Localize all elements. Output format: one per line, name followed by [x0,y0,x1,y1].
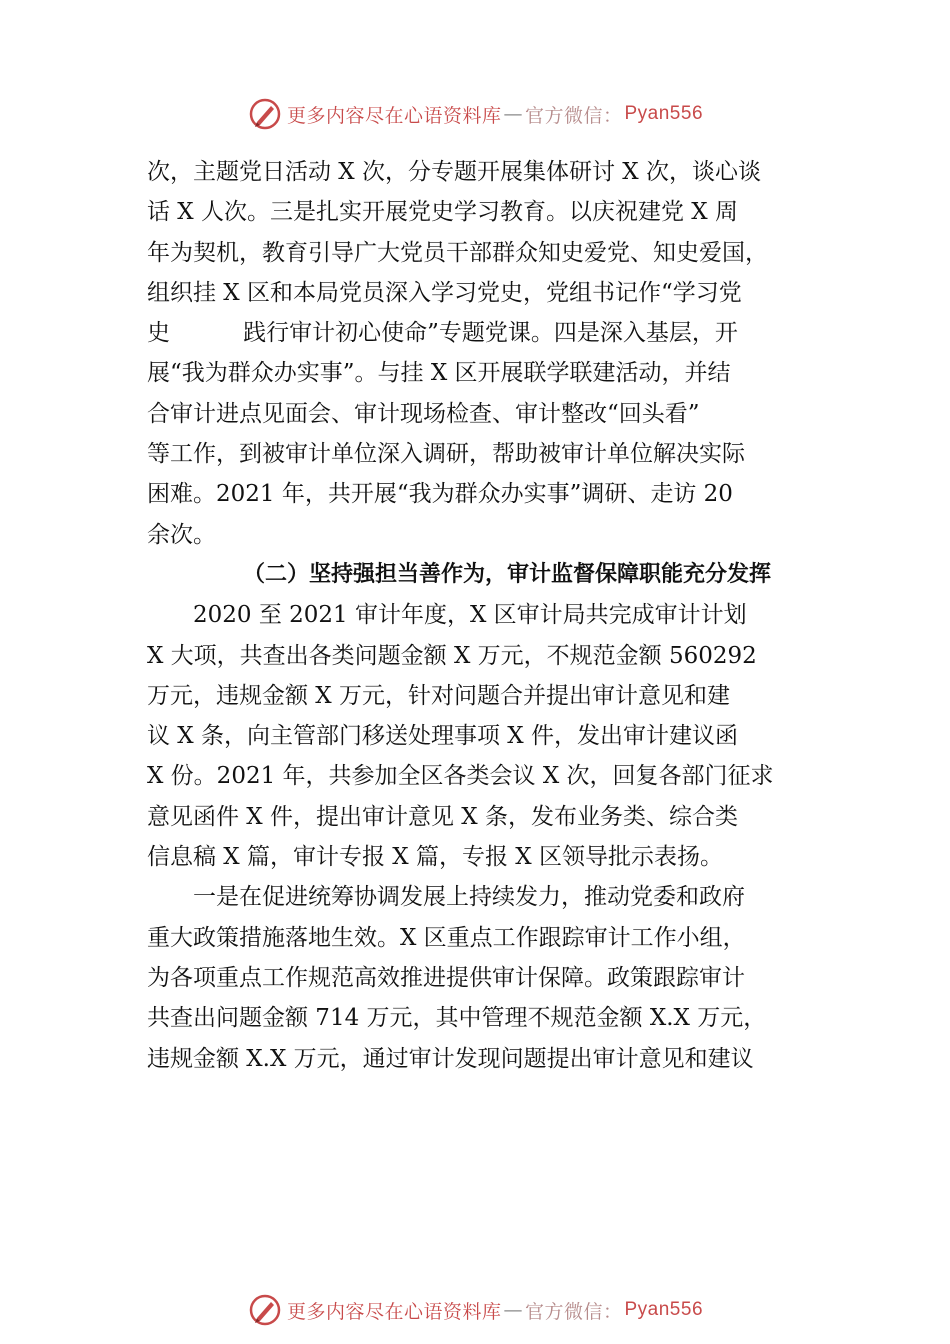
text-line: 组织挂 X 区和本局党员深入学习党史，党组书记作“学习党 [147,279,742,306]
text-line: 违规金额 X.X 万元，通过审计发现问题提出审计意见和建议 [147,1045,754,1072]
text-line: 余次。 [147,521,216,548]
text-line: 共查出问题金额 714 万元，其中管理不规范金额 X.X 万元， [147,1005,767,1032]
text-line: 重大政策措施落地生效。X 区重点工作跟踪审计工作小组， [147,924,746,951]
text-line: 意见函件 X 件，提出审计意见 X 条，发布业务类、综合类 [147,803,738,830]
text-line: 话 X 人次。三是扎实开展党史学习教育。以庆祝建党 X 周 [147,199,738,226]
text-line: X 份。2021 年，共参加全区各类会议 X 次，回复各部门征求 [147,763,774,790]
text-line: 2020 至 2021 审计年度，X 区审计局共完成审计计划 [193,602,747,629]
banner-text [287,1297,703,1324]
text-line: 次，主题党日活动 X 次，分专题开展集体研讨 X 次，谈心谈 [147,159,761,185]
banner-wechat-id: Pyan556 [624,103,704,124]
pen-logo-icon [247,1292,283,1328]
text-line: 万元，违规金额 X 万元，针对问题合并提出审计意见和建 [147,682,730,709]
banner-site-name: 更多内容尽在心语资料库 [286,1300,502,1323]
header-banner [0,94,950,134]
banner-separator: — [503,103,523,125]
text-line: 史 践行审计初心使命”专题党课。四是深入基层，开 [147,320,738,347]
banner-label: 官方微信： [524,1300,623,1323]
text-line: 议 X 条，向主管部门移送处理事项 X 件，发出审计建议函 [147,723,738,750]
section-heading: （二）坚持强担当善作为，审计监督保障职能充分发挥 [242,561,771,587]
text-line: 年为契机，教育引导广大党员干部群众知史爱党、知史爱国， [147,239,768,266]
text-line: 困难。2021 年，共开展“我为群众办实事”调研、走访 20 [147,481,733,508]
banner-label: 官方微信： [524,104,623,127]
text-line: 一是在促进统筹协调发展上持续发力，推动党委和政府 [193,884,745,911]
pen-logo-icon [247,96,283,132]
text-line: 为各项重点工作规范高效推进提供审计保障。政策跟踪审计 [147,964,745,991]
text-line: 合审计进点见面会、审计现场检查、审计整改“回头看” [147,400,700,427]
text-line: 信息稿 X 篇，审计专报 X 篇，专报 X 区领导批示表扬。 [147,844,723,871]
text-line: 等工作，到被审计单位深入调研，帮助被审计单位解决实际 [147,441,745,468]
text-line: X 大项，共查出各类问题金额 X 万元，不规范金额 560292 [147,642,757,669]
text-line: 展“我为群众办实事”。与挂 X 区开展联学联建活动，并结 [147,360,731,387]
banner-text [287,101,703,128]
banner-wechat-id: Pyan556 [624,1299,704,1320]
banner-site-name: 更多内容尽在心语资料库 [286,104,502,127]
footer-banner [0,1290,950,1330]
banner-separator: — [503,1299,523,1321]
document-body [147,152,837,1079]
